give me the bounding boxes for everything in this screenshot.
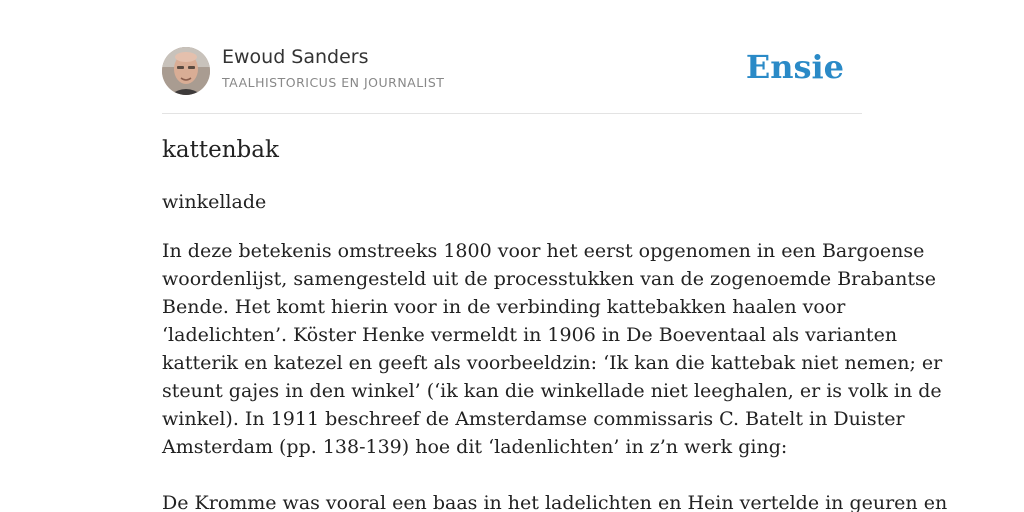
author-header — [162, 0, 862, 114]
paragraph-gap — [162, 461, 862, 489]
body-line: In deze betekenis omstreeks 1800 voor het eerst opgenomen in een Bargoense — [162, 240, 925, 262]
avatar-photo-icon — [162, 47, 210, 95]
author-avatar[interactable] — [162, 47, 210, 95]
body-line: woordenlijst, samengesteld uit de processtukken van de zogenoemde Brabantse — [162, 268, 936, 290]
body-line: Bende. Het komt hierin voor in de verbinding kattebakken haalen voor — [162, 296, 846, 318]
content-column — [162, 0, 948, 512]
ensie-logo-link[interactable]: Ensie — [745, 48, 844, 86]
body-line: steunt gajes in den winkel’ (‘ik kan die winkellade niet leeghalen, er is volk in de — [162, 380, 942, 402]
body-line: ‘ladelichten’. Köster Henke vermeldt in 1906 in De Boeventaal als varianten — [162, 324, 898, 346]
body-line: katterik en katezel en geeft als voorbeeldzin: ‘Ik kan die kattebak niet nemen; er — [162, 352, 943, 374]
entry-body — [162, 237, 948, 512]
entry-title: kattenbak — [162, 137, 279, 163]
entry-definition: winkellade — [162, 191, 267, 213]
author-role: TAALHISTORICUS EN JOURNALIST — [222, 75, 445, 90]
body-line: Amsterdam (pp. 138-139) hoe dit ‘ladenlichten’ in z’n werk ging: — [162, 436, 788, 458]
body-line: winkel). In 1911 beschreef de Amsterdamse commissaris C. Batelt in Duister — [162, 408, 905, 430]
body-line: De Kromme was vooral een baas in het ladelichten en Hein vertelde in geuren en — [162, 492, 948, 512]
author-name[interactable]: Ewoud Sanders — [222, 46, 369, 68]
